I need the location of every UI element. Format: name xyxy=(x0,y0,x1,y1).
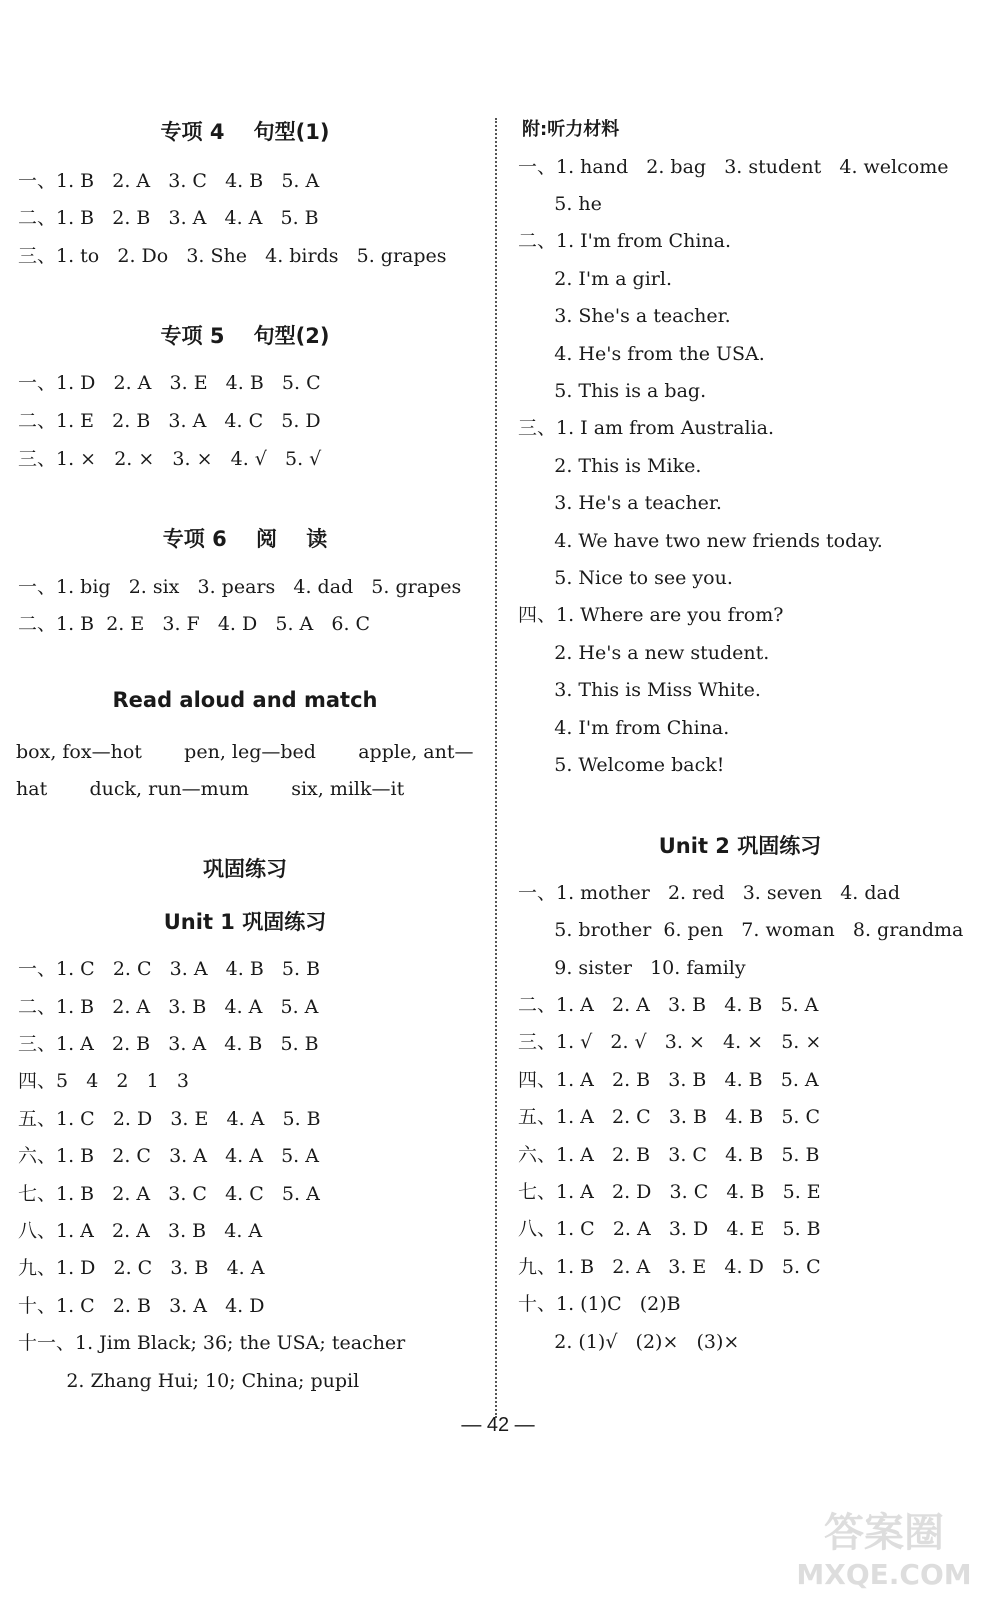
section-title-s5: 专项 5 句型(2) xyxy=(160,324,330,348)
listening-line: 二、1. I'm from China. xyxy=(518,230,732,252)
answer-line: 三、1. to 2. Do 3. She 4. birds 5. grapes xyxy=(18,245,447,267)
listening-line: 3. This is Miss White. xyxy=(518,679,761,701)
column-divider xyxy=(495,118,497,1418)
listening-line: 5. he xyxy=(518,193,602,215)
answer-line: 二、1. B 2. A 3. B 4. A 5. A xyxy=(18,996,319,1018)
section-title-unit2: Unit 2 巩固练习 xyxy=(658,834,822,858)
listening-line: 4. He's from the USA. xyxy=(518,343,765,365)
listening-line: 一、1. hand 2. bag 3. student 4. welcome xyxy=(518,156,949,178)
answer-line: 六、1. A 2. B 3. C 4. B 5. B xyxy=(518,1144,820,1166)
answer-line: 一、1. B 2. A 3. C 4. B 5. A xyxy=(18,170,320,192)
listening-line: 四、1. Where are you from? xyxy=(518,604,784,626)
listening-line: 3. He's a teacher. xyxy=(518,492,722,514)
answer-line: 五、1. A 2. C 3. B 4. B 5. C xyxy=(518,1106,821,1128)
listening-line: 2. He's a new student. xyxy=(518,642,770,664)
answer-line: 七、1. B 2. A 3. C 4. C 5. A xyxy=(18,1183,320,1205)
answer-line: 十、1. (1)C (2)B xyxy=(518,1293,681,1315)
match-line: hat duck, run—mum six, milk—it xyxy=(16,778,405,800)
answer-line: 一、1. big 2. six 3. pears 4. dad 5. grapes xyxy=(18,576,462,598)
answer-line: 三、1. √ 2. √ 3. × 4. × 5. × xyxy=(518,1031,822,1053)
listening-line: 4. We have two new friends today. xyxy=(518,530,883,552)
watermark-line1: 答案圈 xyxy=(824,1510,944,1556)
answer-line: 五、1. C 2. D 3. E 4. A 5. B xyxy=(18,1108,321,1130)
answer-line: 七、1. A 2. D 3. C 4. B 5. E xyxy=(518,1181,821,1203)
section-title-read-aloud: Read aloud and match xyxy=(112,688,378,712)
answer-line: 二、1. E 2. B 3. A 4. C 5. D xyxy=(18,410,321,432)
section-title-unit1: Unit 1 巩固练习 xyxy=(163,910,327,934)
watermark-line2: MXQE.COM xyxy=(796,1558,972,1591)
answer-line: 9. sister 10. family xyxy=(518,957,746,979)
listening-line: 4. I'm from China. xyxy=(518,717,730,739)
listening-line: 5. This is a bag. xyxy=(518,380,707,402)
answer-line: 三、1. A 2. B 3. A 4. B 5. B xyxy=(18,1033,319,1055)
answer-line: 一、1. C 2. C 3. A 4. B 5. B xyxy=(18,958,321,980)
answer-line: 二、1. B 2. E 3. F 4. D 5. A 6. C xyxy=(18,613,371,635)
answer-line: 四、5 4 2 1 3 xyxy=(18,1070,189,1092)
section-title-s4: 专项 4 句型(1) xyxy=(160,120,330,144)
answer-line: 九、1. D 2. C 3. B 4. A xyxy=(18,1257,265,1279)
watermark-logo-icon xyxy=(784,1504,984,1594)
answer-line: 二、1. A 2. A 3. B 4. B 5. A xyxy=(518,994,819,1016)
match-line: box, fox—hot pen, leg—bed apple, ant— xyxy=(16,741,474,763)
section-title-listening: 附:听力材料 xyxy=(522,119,620,140)
answer-line: 十、1. C 2. B 3. A 4. D xyxy=(18,1295,265,1317)
answer-line: 四、1. A 2. B 3. B 4. B 5. A xyxy=(518,1069,819,1091)
listening-line: 三、1. I am from Australia. xyxy=(518,417,774,439)
section-title-s6: 专项 6 阅 读 xyxy=(162,527,328,551)
answer-line: 2. Zhang Hui; 10; China; pupil xyxy=(18,1370,360,1392)
page-number: — 42 — xyxy=(461,1414,535,1436)
answer-line: 八、1. A 2. A 3. B 4. A xyxy=(18,1220,263,1242)
answer-line: 二、1. B 2. B 3. A 4. A 5. B xyxy=(18,207,319,229)
answer-line: 2. (1)√ (2)× (3)× xyxy=(518,1331,740,1353)
section-title-gonggu: 巩固练习 xyxy=(203,857,287,881)
answer-line: 六、1. B 2. C 3. A 4. A 5. A xyxy=(18,1145,319,1167)
listening-line: 5. Nice to see you. xyxy=(518,567,733,589)
answer-line: 八、1. C 2. A 3. D 4. E 5. B xyxy=(518,1218,821,1240)
answer-line: 一、1. mother 2. red 3. seven 4. dad xyxy=(518,882,901,904)
answer-line: 十一、1. Jim Black; 36; the USA; teacher xyxy=(18,1332,406,1354)
listening-line: 2. This is Mike. xyxy=(518,455,702,477)
listening-line: 2. I'm a girl. xyxy=(518,268,672,290)
answer-line: 5. brother 6. pen 7. woman 8. grandma xyxy=(518,919,964,941)
answer-line: 三、1. × 2. × 3. × 4. √ 5. √ xyxy=(18,448,322,470)
answer-line: 一、1. D 2. A 3. E 4. B 5. C xyxy=(18,372,321,394)
listening-line: 5. Welcome back! xyxy=(518,754,725,776)
answer-line: 九、1. B 2. A 3. E 4. D 5. C xyxy=(518,1256,821,1278)
listening-line: 3. She's a teacher. xyxy=(518,305,731,327)
